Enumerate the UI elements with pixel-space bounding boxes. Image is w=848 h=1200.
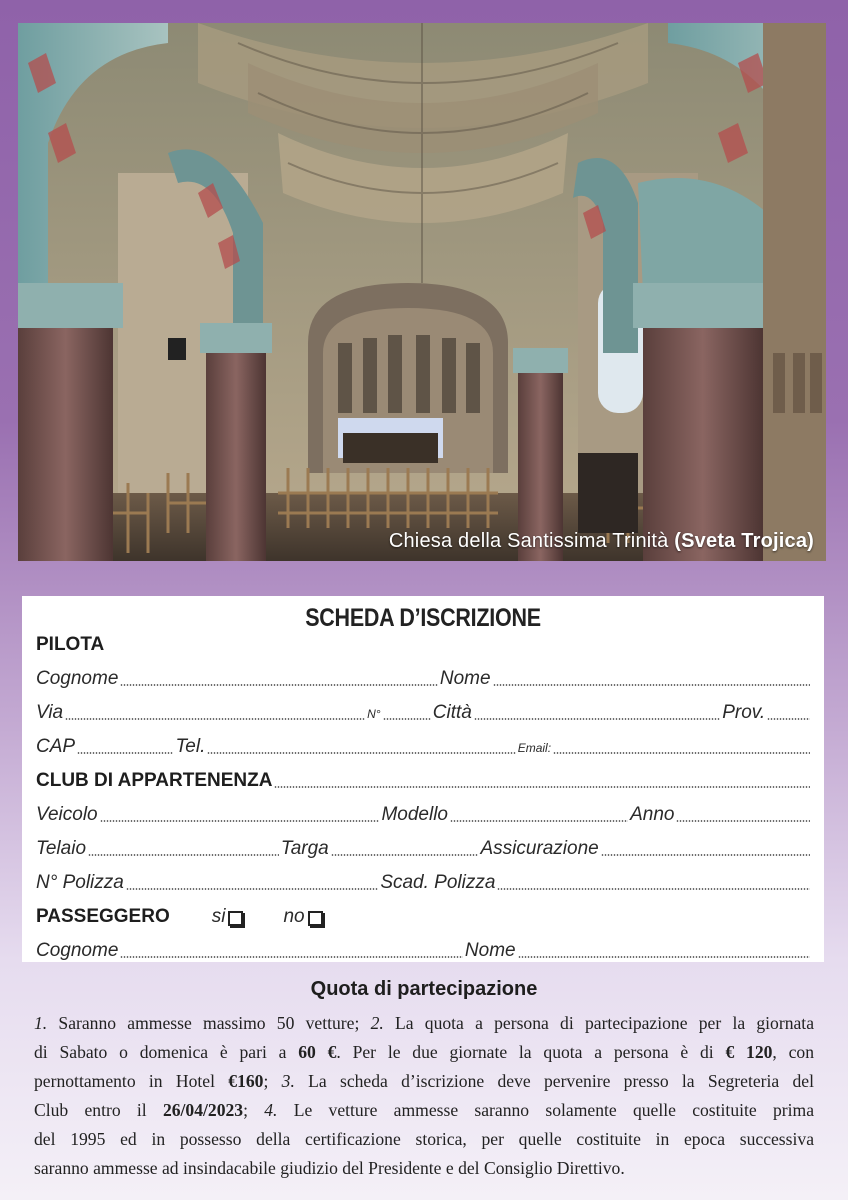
polizza-label: N° Polizza — [36, 872, 124, 893]
si-checkbox[interactable] — [228, 911, 243, 926]
anno-label: Anno — [630, 804, 675, 825]
citta-field[interactable] — [474, 718, 720, 720]
telaio-field[interactable] — [88, 854, 279, 856]
citta-label: Città — [432, 702, 472, 723]
pilota-address-row — [36, 700, 812, 724]
veicolo-field[interactable] — [100, 820, 380, 822]
prov-label: Prov. — [722, 702, 766, 723]
modello-field[interactable] — [450, 820, 628, 822]
registration-form — [22, 596, 824, 962]
quota-line-6: saranno ammesse ad insindacabile giudizio del Presidente e del Consiglio Direttivo. — [34, 1158, 625, 1178]
quota-line-3: pernottamento in Hotel €160; 3. La scheda d’iscrizione deve pervenire presso la Segreteria del — [34, 1071, 814, 1091]
church-interior-photo — [18, 23, 826, 561]
polizza-field[interactable] — [126, 888, 378, 890]
pilota-name-row — [36, 666, 812, 690]
scad-polizza-field[interactable] — [497, 888, 810, 890]
pilota-heading: PILOTA — [36, 634, 105, 655]
via-field[interactable] — [65, 718, 365, 720]
numero-field[interactable] — [383, 718, 431, 720]
club-field[interactable] — [274, 786, 810, 788]
targa-label: Targa — [280, 838, 329, 859]
quota-line-2: di Sabato o domenica è pari a 60 €. Per le due giornate la quota a persona è di € 120, con — [34, 1042, 815, 1062]
telaio-label: Telaio — [36, 838, 87, 859]
cap-label: CAP — [36, 736, 76, 757]
targa-field[interactable] — [331, 854, 479, 856]
via-label: Via — [36, 702, 64, 723]
cap-field[interactable] — [77, 752, 173, 754]
club-heading: CLUB DI APPARTENENZA — [36, 770, 273, 791]
quota-line-1: 1. Saranno ammesse massimo 50 vetture; 2. La quota a persona di partecipazione per la giornata — [34, 1013, 815, 1033]
scad-polizza-label: Scad. Polizza — [380, 872, 496, 893]
no-label: no — [283, 906, 305, 927]
quota-line-4: Club entro il 26/04/2023; 4. Le vetture ammesse saranno solamente quelle costituite prima — [34, 1100, 814, 1120]
nome-field[interactable] — [493, 684, 810, 686]
modello-label: Modello — [381, 804, 448, 825]
passenger-cognome-field[interactable] — [120, 956, 463, 958]
passeggero-heading: PASSEGGERO — [36, 906, 170, 927]
email-field[interactable] — [553, 752, 810, 754]
photo-caption-bold: (Sveta Trojica) — [674, 530, 814, 552]
passenger-name-row — [36, 938, 812, 962]
assicurazione-field[interactable] — [601, 854, 810, 856]
assicurazione-label: Assicurazione — [480, 838, 599, 859]
tel-label: Tel. — [175, 736, 206, 757]
prov-field[interactable] — [767, 718, 810, 720]
tel-field[interactable] — [207, 752, 515, 754]
passenger-nome-label: Nome — [464, 940, 516, 961]
nome-label: Nome — [439, 668, 491, 689]
passenger-cognome-label: Cognome — [36, 940, 119, 961]
no-checkbox[interactable] — [308, 911, 323, 926]
quota-title: Quota di partecipazione — [310, 978, 538, 1000]
church-interior-illustration — [18, 23, 826, 561]
pilota-contact-row — [36, 734, 812, 758]
photo-caption: Chiesa della Santissima Trinità (Sveta Trojica) — [388, 530, 814, 552]
quota-line-5: del 1995 ed in possesso della certificazione storica, per quelle costituite in epoca successiva — [34, 1129, 814, 1149]
policy-row — [36, 870, 812, 894]
passenger-nome-field[interactable] — [518, 956, 810, 958]
form-title: SCHEDA D’ISCRIZIONE — [305, 604, 541, 632]
passenger-row — [36, 904, 812, 928]
numero-label: N° — [367, 707, 381, 721]
veicolo-label: Veicolo — [36, 804, 98, 825]
cognome-field[interactable] — [120, 684, 437, 686]
club-row — [36, 768, 812, 792]
cognome-label: Cognome — [36, 668, 119, 689]
anno-field[interactable] — [676, 820, 810, 822]
email-label: Email: — [517, 741, 552, 755]
quota-text — [34, 1009, 814, 1183]
chassis-row — [36, 836, 812, 860]
vehicle-row — [36, 802, 812, 826]
si-label: si — [211, 906, 226, 927]
